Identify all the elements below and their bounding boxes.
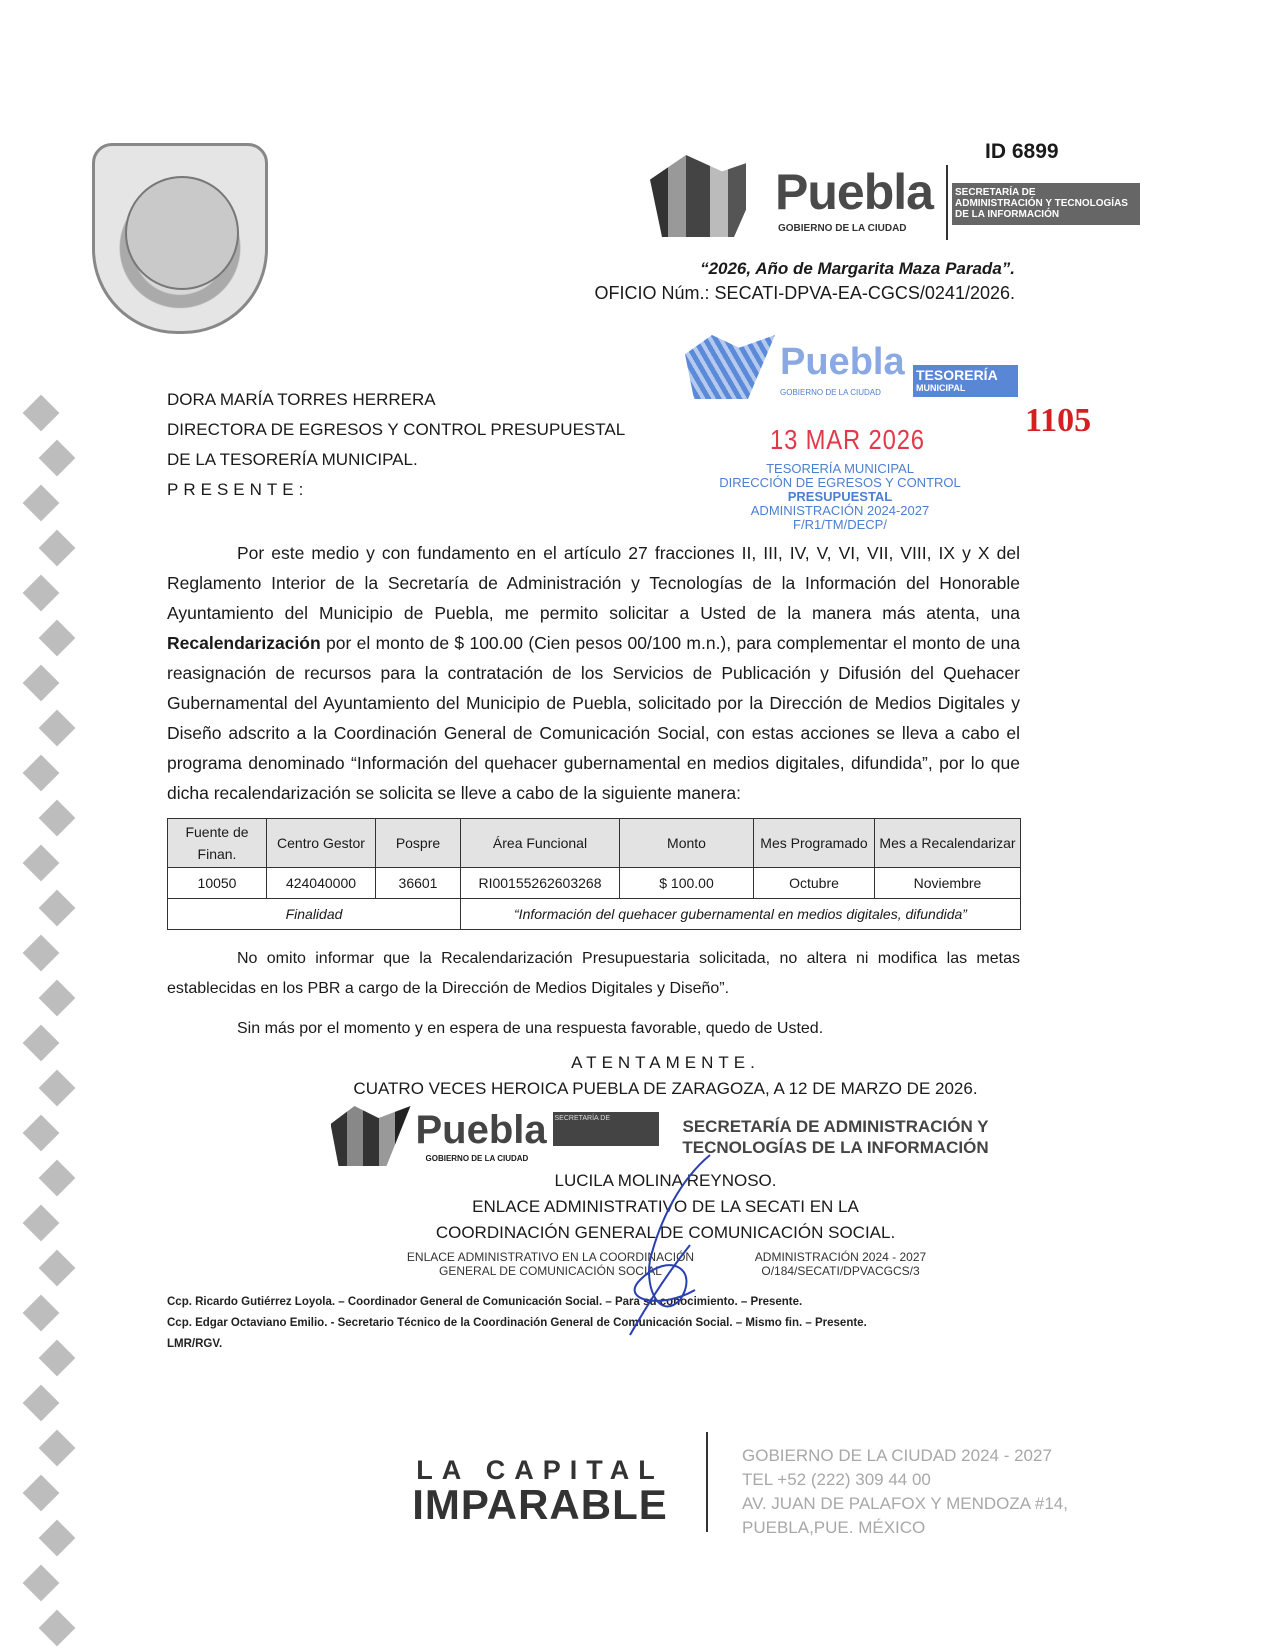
diamond-ornament bbox=[39, 1340, 76, 1377]
signer-name: LUCILA MOLINA REYNOSO. bbox=[554, 1171, 777, 1190]
stamp-tesoreria-label: TESORERÍA MUNICIPAL bbox=[913, 365, 1018, 397]
diamond-ornament bbox=[23, 665, 60, 702]
letter-body bbox=[167, 538, 1020, 1355]
secati-stamp: SECRETARÍA DE ADMINISTRACIÓN Y TECNOLOGÍAS DE LA INFORMACIÓN bbox=[682, 1117, 989, 1157]
stamp-folio: 1105 bbox=[1025, 402, 1092, 439]
recipient-name: DORA MARÍA TORRES HERRERA bbox=[167, 390, 436, 409]
diamond-ornament bbox=[23, 1205, 60, 1242]
diamond-ornament bbox=[39, 440, 76, 477]
diamond-ornament bbox=[39, 710, 76, 747]
diamond-ornament bbox=[23, 395, 60, 432]
diamond-ornament bbox=[39, 1070, 76, 1107]
stamp-logo-subtitle: GOBIERNO DE LA CIUDAD bbox=[780, 388, 881, 397]
footer-address: GOBIERNO DE LA CIUDAD 2024 - 2027 TEL +52 (222) 309 44 00 AV. JUAN DE PALAFOX Y MENDOZA #14, PUEBLA,PUE. MÉXICO bbox=[742, 1446, 1068, 1537]
diamond-ornament bbox=[23, 575, 60, 612]
diamond-ornament bbox=[23, 755, 60, 792]
diamond-ornament bbox=[39, 530, 76, 567]
budget-table bbox=[167, 818, 1021, 930]
diamond-ornament bbox=[39, 800, 76, 837]
puebla-logo-icon bbox=[685, 335, 775, 399]
recipient-block bbox=[167, 385, 625, 505]
diamond-ornament bbox=[39, 1430, 76, 1467]
tesoreria-received-stamp bbox=[685, 335, 1025, 401]
footer-divider bbox=[706, 1432, 708, 1532]
puebla-logo-icon bbox=[650, 155, 770, 237]
stamp-logo-word: Puebla bbox=[780, 341, 905, 383]
signer-title-1: ENLACE ADMINISTRATIVO DE LA SECATI EN LA bbox=[472, 1197, 859, 1216]
diamond-ornament bbox=[23, 1385, 60, 1422]
diamond-ornament bbox=[39, 980, 76, 1017]
body-paragraph-1: Por este medio y con fundamento en el artículo 27 fracciones II, III, IV, V, VI, VII, VIII, IX y X del Reglamento Interior de la Secretaría de Administración y Tecnologías de la Información del Honorable Ayuntamiento del Municipio de Puebla, me permito solicitar a Usted de la manera más atenta, una Recalendarización por el monto de $ 100.00 (Cien pesos 00/100 m.n.), para complementar el monto de una reasignación de recursos para la contratación de los Servicios de Publicación y Difusión del Quehacer Gubernamental del Ayuntamiento del Municipio de Puebla, solicitado por la Dirección de Medios Digitales y Diseño adscrito a la Coordinación General de Comunicación Social, con estas acciones se lleva a cabo el programa denominado “Información del quehacer gubernamental en medios digitales, difundida”, por lo que dicha recalendarización se solicita se lleve a cabo de la siguiente manera: bbox=[167, 543, 1020, 803]
handwritten-signature bbox=[600, 1150, 740, 1340]
la-capital-imparable-logo: LA CAPITAL IMPARABLE bbox=[412, 1455, 668, 1528]
logo-word: Puebla bbox=[775, 164, 933, 220]
logo-subtitle: GOBIERNO DE LA CIUDAD bbox=[778, 223, 907, 234]
puebla-logo-stamp: Puebla GOBIERNO DE LA CIUDAD SECRETARÍA DE bbox=[331, 1106, 661, 1168]
year-motto: “2026, Año de Margarita Maza Parada”. bbox=[700, 259, 1015, 278]
document-id: ID 6899 bbox=[985, 140, 1059, 163]
table-header-row: Fuente de Finan. Centro Gestor Pospre Área Funcional Monto Mes Programado Mes a Recalendarizar bbox=[168, 819, 1021, 868]
body-paragraph-2: No omito informar que la Recalendarización Presupuestaria solicitada, no altera ni modifica las metas establecidas en los PBR a cargo de la Dirección de Medios Digitales y Diseño”. bbox=[167, 950, 1020, 997]
diamond-ornament bbox=[39, 890, 76, 927]
diamond-ornament bbox=[39, 1160, 76, 1197]
diamond-ornament bbox=[23, 1295, 60, 1332]
administracion-stamp: ADMINISTRACIÓN 2024 - 2027 O/184/SECATI/DPVACGCS/3 bbox=[754, 1250, 927, 1278]
body-paragraph-3: Sin más por el momento y en espera de una respuesta favorable, quedo de Usted. bbox=[237, 1020, 824, 1037]
diamond-ornament bbox=[23, 1475, 60, 1512]
city-coat-of-arms-seal bbox=[92, 143, 268, 334]
secretaria-label: SECRETARÍA DE ADMINISTRACIÓN Y TECNOLOGÍAS DE LA INFORMACIÓN bbox=[952, 183, 1140, 225]
diamond-ornament bbox=[39, 1520, 76, 1557]
diamond-ornament bbox=[39, 1610, 76, 1647]
diamond-ornament bbox=[23, 1565, 60, 1602]
stamp-text: TESORERÍA MUNICIPAL DIRECCIÓN DE EGRESOS Y CONTROL PRESUPUESTAL ADMINISTRACIÓN 2024-2027 F/R1/TM/DECP/ bbox=[719, 461, 961, 532]
enlace-stamp: ENLACE ADMINISTRATIVO EN LA COORDINACIÓN GENERAL DE COMUNICACIÓN SOCIAL bbox=[406, 1250, 695, 1278]
presente-label: PRESENTE: bbox=[167, 480, 309, 499]
stamp-date: 13 MAR 2026 bbox=[770, 424, 925, 455]
puebla-secati-logo bbox=[650, 155, 1140, 240]
diamond-ornament bbox=[39, 620, 76, 657]
carbon-copy-list: Ccp. Ricardo Gutiérrez Loyola. – Coordinador General de Comunicación Social. – Para su conocimiento. – Presente. Ccp. Edgar Octaviano Emilio. - Secretario Técnico de la Coordinación General de Comunicación Social. – Mismo fin. – Presente. LMR/RGV. bbox=[167, 1296, 867, 1350]
diamond-ornament bbox=[23, 1025, 60, 1062]
closing-block bbox=[167, 1050, 1020, 1278]
logo-divider bbox=[946, 165, 948, 240]
place-date: CUATRO VECES HEROICA PUEBLA DE ZARAGOZA, A 12 DE MARZO DE 2026. bbox=[353, 1079, 978, 1098]
decorative-border bbox=[22, 395, 80, 1652]
table-finalidad-row: Finalidad “Información del quehacer gubernamental en medios digitales, difundida” bbox=[168, 899, 1021, 930]
recipient-title: DE LA TESORERÍA MUNICIPAL. bbox=[167, 450, 418, 469]
diamond-ornament bbox=[23, 1115, 60, 1152]
closing-atentamente: ATENTAMENTE. bbox=[571, 1053, 760, 1072]
oficio-number: OFICIO Núm.: SECATI-DPVA-EA-CGCS/0241/2026. bbox=[594, 283, 1015, 303]
diamond-ornament bbox=[23, 485, 60, 522]
diamond-ornament bbox=[23, 845, 60, 882]
recipient-title: DIRECTORA DE EGRESOS Y CONTROL PRESUPUESTAL bbox=[167, 420, 626, 439]
diamond-ornament bbox=[39, 1250, 76, 1287]
signer-title-2: COORDINACIÓN GENERAL DE COMUNICACIÓN SOCIAL. bbox=[435, 1223, 896, 1242]
diamond-ornament bbox=[23, 935, 60, 972]
puebla-logo-icon bbox=[331, 1106, 411, 1166]
table-row: 10050 424040000 36601 RI00155262603268 $ 100.00 Octubre Noviembre bbox=[168, 868, 1021, 899]
